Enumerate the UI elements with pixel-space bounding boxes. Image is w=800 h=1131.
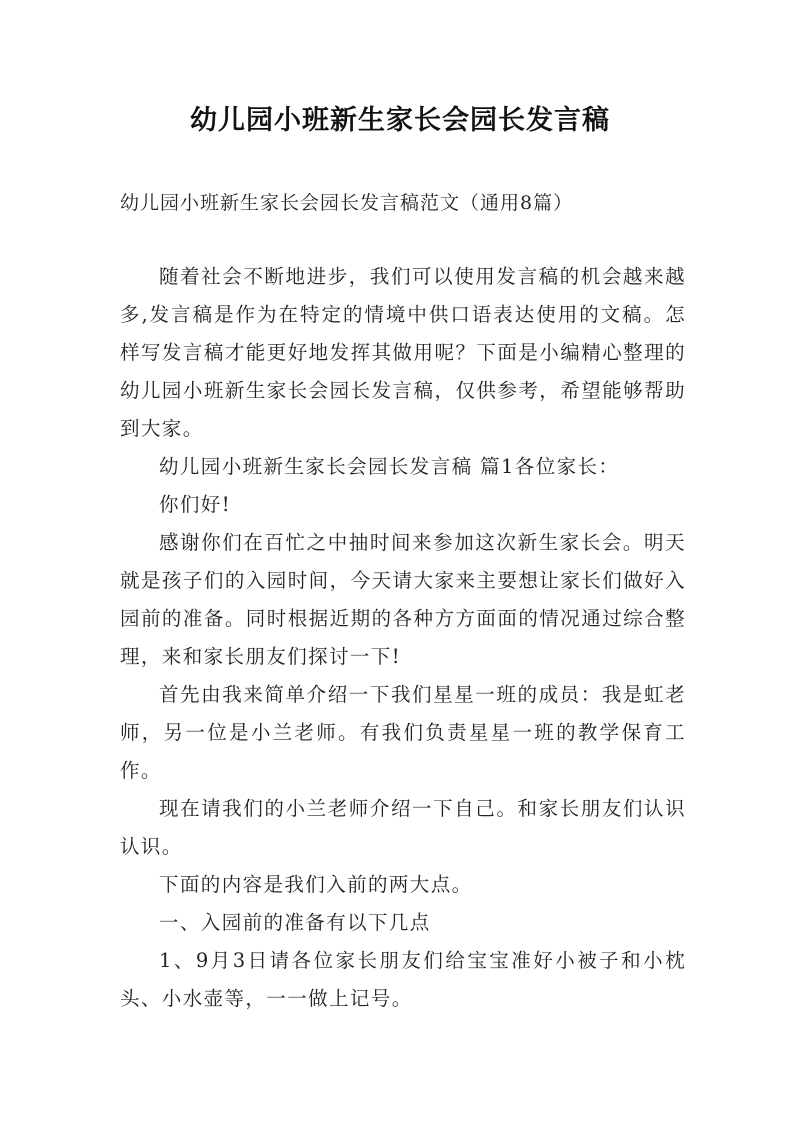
paragraph-intro: 随着社会不断地进步，我们可以使用发言稿的机会越来越多,发言稿是作为在特定的情境中供口语表达使用的文稿。怎样写发言稿才能更好地发挥其做用呢？下面是小编精心整理的幼儿园小班新生家长会园长发言稿，仅供参考，希望能够帮助到大家。 (120, 265, 686, 440)
paragraph-thanks: 感谢你们在百忙之中抽时间来参加这次新生家长会。明天就是孩子们的入园时间，今天请大家来主要想让家长们做好入园前的准备。同时根据近期的各种方方面面的情况通过综合整理，来和家长朋友们探讨一下! (120, 531, 686, 668)
document-title: 幼儿园小班新生家长会园长发言稿 (190, 105, 610, 136)
paragraph-item-one: 1、9月3日请各位家长朋友们给宝宝准好小被子和小枕头、小水壶等，一一做上记号。 (120, 949, 686, 1010)
paragraph-introduction: 首先由我来简单介绍一下我们星星一班的成员：我是虹老师，另一位是小兰老师。有我们负责星星一班的教学保育工作。 (120, 683, 686, 782)
document-body (120, 258, 686, 1018)
paragraph-two-points: 下面的内容是我们入前的两大点。 (159, 873, 473, 896)
paragraph-section-heading: 幼儿园小班新生家长会园长发言稿 篇1各位家长： (159, 455, 620, 478)
paragraph-teacher-intro: 现在请我们的小兰老师介绍一下自己。和家长朋友们认识认识。 (120, 797, 686, 858)
paragraph-point-one-heading: 一、入园前的准备有以下几点 (159, 911, 431, 934)
paragraph-greeting: 你们好! (159, 493, 231, 516)
document-subtitle: 幼儿园小班新生家长会园长发言稿范文（通用8篇） (120, 192, 574, 214)
